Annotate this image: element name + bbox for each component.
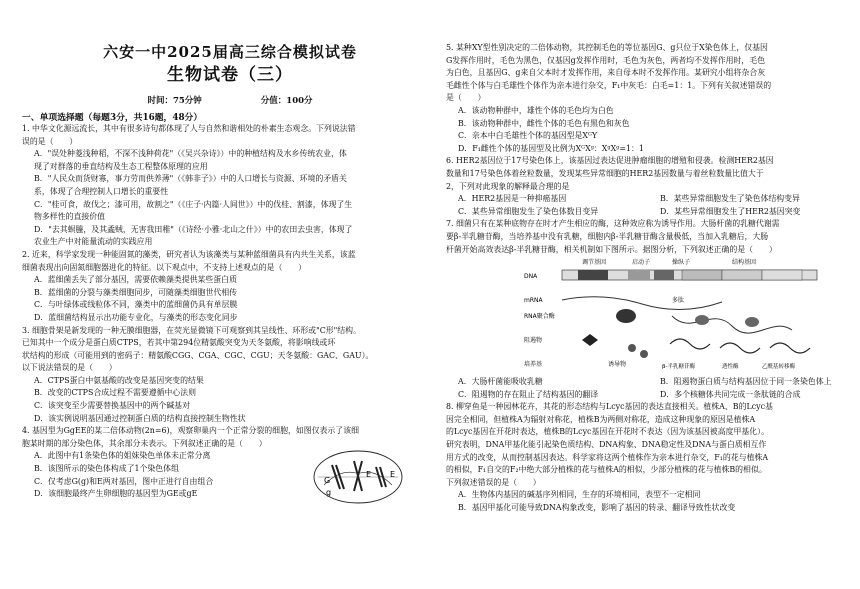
option-a: A．CTPS蛋白中氨基酸的改变是基因突变的结果	[34, 375, 204, 385]
option-c: C．"桂可食，故伐之；漆可用，故割之"（《庄子·内篇·人间世》）中的伐桂、割漆，体现了生	[34, 199, 353, 209]
option-a: A．HER2基因是一种抑癌基因	[458, 194, 567, 204]
chromosome-2	[354, 461, 362, 491]
option-d: D．该细胞最终产生卵细胞的基因型为GE或gE	[34, 489, 198, 499]
option-b: B．某些异常细胞发生了染色体结构变异	[660, 194, 800, 204]
question-stem-line: 误的是（ ）	[22, 136, 78, 146]
rna-polymerase	[616, 309, 636, 323]
enzyme-label: 透性酶	[722, 364, 739, 371]
option-b: B．基因甲基化可能导致DNA构象改变，影响了基因的转录、翻译导致性状改变	[458, 503, 736, 513]
spindle-fiber	[360, 472, 392, 485]
question-stem-line: 1. 中华文化源远流长，其中有很多诗句都体现了人与自然和谐相处的朴素生态观念。下列说法错	[22, 124, 356, 133]
option-row	[446, 193, 860, 206]
question-stem-line: 2，下列对此现象的解释最合理的是	[446, 181, 570, 191]
inducer-molecule	[640, 350, 648, 358]
option-c: C．亲本中白毛雄性个体的基因型是XᴳY	[458, 131, 598, 141]
gene-label: E	[390, 470, 396, 480]
option-d: D．多个核糖体共同完成一条肽链的合成	[660, 389, 801, 399]
promoter	[628, 270, 650, 280]
option-a: 现了对群落的垂直结构及生态工程整体原理的应用	[34, 161, 208, 171]
question-stem-line: 5. 某种XY型性别决定的二倍体动物，其控制毛色的等位基因G、g只位于X染色体上，仅基因	[446, 43, 768, 52]
operon-figure	[522, 256, 860, 376]
exam-subject-title: 生物试卷（三）	[167, 65, 293, 85]
dna-label: DNA	[524, 273, 538, 281]
option-d: D．某些异常细胞发生了HER2基因突变	[660, 206, 801, 216]
option-c: C．与叶绿体或线粒体不同，藻类中的蓝细菌仍具有单层膜	[34, 300, 238, 310]
question-stem-line: 为白色，且基因G、g来自父本时才发挥作用，来自母本时不发挥作用。某研究小组将杂合灰	[446, 68, 766, 78]
option-c: C．该突变至少需要替换基因中的两个碱基对	[34, 401, 190, 411]
question-stem-line: 已知其中一个成分是蛋白质CTPS，若其中第294位精氨酸突变为天冬氨酸，将影响线或环	[22, 338, 336, 348]
question-stem-line: 杆菌开始高效表达β-半乳糖苷酶，相关机制如下图所示。据图分析，下列叙述正确的是（ ）	[446, 244, 777, 254]
option-b: B．"人民众而货财寡，事力劳而供养薄"（《韩非子》）中的人口增长与资源、环境的矛盾关	[34, 174, 347, 184]
mrna-label: mRNA	[524, 297, 543, 305]
enzyme-label: 乙酰基转移酶	[762, 364, 796, 371]
question-stem-line: 用方式的改变，从而控制基因表达。科学家将这两个植株作为亲本进行杂交，F₁的花与植株A	[446, 452, 769, 462]
polypeptide-label: 多肽	[672, 297, 685, 305]
regulatory-gene-label: 调节基因	[582, 259, 607, 267]
promoter-label: 启动子	[632, 259, 651, 267]
question-stem-line: 数量和17号染色体着丝粒数量，发现某些异常细胞的HER2基因数量与着丝粒数量比值大于	[446, 168, 764, 178]
left-question-list	[22, 123, 438, 425]
question-stem-line: 8. 柳穿鱼是一种园林花卉，其花的形态结构与Lcyc基因的表达直接相关。植株A、B的Lcyc基	[446, 402, 773, 412]
question-stem-line: 的相似，F₁自交的F₂中绝大部分植株的花与植株A的相似，少部分植株的花与植株B的相似。	[446, 465, 767, 475]
inducer-molecule	[628, 344, 636, 352]
option-a: A．蓝细菌丢失了部分基因，需要依赖藻类提供某些蛋白质	[34, 275, 237, 285]
lac-operon-diagram	[522, 256, 822, 374]
gene-label: G	[324, 476, 331, 486]
gene-a	[762, 270, 802, 280]
question-stem-line: 6. HER2基因位于17号染色体上，该基因过表达促进肿瘤细胞的增殖和侵袭。检测HER2基因	[446, 156, 774, 166]
question-stem-line: 毛雌性个体与白毛雄性个体作为亲本进行杂交，F₁中灰毛：白毛=1：1。下列有关叙述错误的	[446, 80, 772, 90]
section-heading: 一、单项选择题（每题3分，共16题，48分）	[22, 113, 203, 123]
option-d: D．该实例说明基因通过控制蛋白质的结构直接控制生物性状	[34, 413, 246, 423]
regulatory-gene	[578, 270, 608, 280]
exam-time: 时间：75分钟	[147, 96, 202, 106]
option-c: C．某些异常细胞发生了染色体数目变异	[458, 206, 599, 216]
question-stem-line: 状结构的形成（可能用到的密码子：精氨酸CGG、CGA、CGC、CGU；天冬氨酸：GAC、GAU）。	[22, 350, 374, 360]
question-5	[446, 42, 860, 155]
option-c: C．阻遏物的存在阻止了结构基因的翻译	[458, 389, 599, 399]
medium-label: 培养基	[524, 361, 543, 369]
option-b: B．阻遏物蛋白质与结构基因位于同一条染色体上	[660, 377, 832, 387]
question-stem-line: 因完全相同，但植株A为辐射对称花，植株B为两侧对称花，造成这种现象的原因是植株A	[446, 414, 756, 424]
option-d: D．F₁雌性个体的基因型及比例为XᴳXᵍ：XᵍXᵍ=1：1	[458, 143, 644, 153]
option-b: B．该动物种群中，雌性个体的毛色有黑色和灰色	[458, 118, 630, 128]
question-stem-line: 以下说法错误的是（ ）	[22, 363, 117, 373]
ribosome	[745, 317, 759, 327]
question-stem-line: 胞某时期的部分染色体，其余部分未表示。下列叙述正确的是（ ）	[22, 438, 267, 448]
repressor-label: 阻遏物	[524, 337, 543, 345]
option-row	[446, 389, 860, 402]
option-d: 农业生产中对能量流动的实践应用	[34, 237, 153, 247]
exam-score: 分值：100分	[260, 96, 313, 106]
question-stem-line: 细菌表现出向固氮细胞器进化的特征。以下观点中，不支持上述观点的是（ ）	[22, 262, 307, 272]
exam-school-title: 六安一中2025届高三综合模拟试卷	[103, 43, 357, 61]
gene-y	[722, 270, 762, 280]
enzyme-shape	[720, 343, 760, 353]
option-a: A．该动物种群中，雄性个体的毛色均为白色	[458, 105, 614, 115]
question-stem-line: 研究表明，DNA甲基化能引起染色质结构、DNA构象、DNA稳定性及DNA与蛋白质相互作	[446, 440, 767, 450]
question-stem-line: 要β-半乳糖苷酶，当培养基中没有乳糖，细胞内β-半乳糖苷酶含量极低，当加入乳糖后，大肠	[446, 231, 769, 241]
option-a: A．"误处种菱浅种稻，不深不浅种荷花"（《吴兴杂诗》）中的种植结构及水乡传统农业，体	[34, 149, 347, 159]
option-b: B．该图所示的染色体构成了1个染色体组	[34, 464, 179, 474]
operator	[654, 270, 674, 280]
option-c: 物多样性的直接价值	[34, 212, 106, 222]
chromosome-figure	[310, 441, 406, 507]
option-d: D．"去其螟螣，及其蟊贼，无害我田稚"（《诗经·小雅·北山之什》）中的农田去虫害，体现了	[34, 224, 353, 234]
option-b: 系，体现了合理控制人口增长的重要性	[34, 186, 169, 196]
enzyme-shape	[770, 343, 810, 353]
repressor-protein	[582, 334, 598, 346]
question-4	[22, 425, 438, 501]
enzyme-label: β-半乳糖苷酶	[662, 364, 695, 371]
structural-gene-label: 结构基因	[732, 259, 757, 267]
question-stem-line: G发挥作用时，毛色为黑色，仅基因g发挥作用时，毛色为灰色，两者均不发挥作用时，毛色	[446, 55, 766, 65]
gene-label: g	[326, 488, 332, 498]
question-8	[446, 401, 860, 514]
right-column	[446, 42, 860, 515]
right-question-list	[446, 42, 860, 515]
gene-z	[682, 270, 722, 280]
question-stem-line: 4. 基因型为GgEE的某二倍体动物(2n=6)，观察卵巢内一个正常分裂的细胞，如图仅表示了该细	[22, 426, 359, 436]
question-stem-line: 7. 细菌只有在某种底物存在时才产生相应的酶，这种效应称为诱导作用。大肠杆菌的乳糖代谢需	[446, 219, 780, 229]
operator-label: 操纵子	[672, 259, 691, 267]
option-row	[446, 376, 860, 389]
mrna-transcript	[672, 316, 792, 333]
option-b: B．蓝细菌的分裂与藻类细胞同步，可随藻类细胞世代相传	[34, 287, 238, 297]
option-c: C．仅考虑G(g)和E两对基因，图中正进行自由组合	[34, 476, 214, 486]
mrna-strand	[562, 297, 722, 310]
inducer-label: 诱导物	[608, 361, 627, 369]
option-d: D．蓝细菌结构显示出功能专业化，与藻类的形态变化同步	[34, 312, 238, 322]
question-stem-line: 的Lcyc基因在开花时表达，植株B的Lcyc基因在开花时不表达（因为该基因被高度甲基化）。	[446, 427, 769, 437]
option-row	[446, 206, 860, 219]
question-2	[22, 249, 438, 325]
gene-label: E	[366, 470, 372, 480]
question-7	[446, 218, 860, 401]
question-stem-line: 2. 近来，科学家发现一种能固氮的藻类，研究者认为该藻类与某种蓝细菌具有内共生关系，该蓝	[22, 249, 356, 259]
question-stem-line: 3. 细胞骨架是新发现的一种无膜细胞器，在荧光显微镜下可观察到其呈线性、环形或"C形"结构。	[22, 325, 361, 335]
option-a: A．生物体内基因的碱基序列相同，生存的环境相同，表型不一定相同	[458, 490, 701, 500]
polymerase-label: RNA聚合酶	[524, 313, 555, 321]
option-a: A．大肠杆菌能吸收乳糖	[458, 377, 543, 387]
question-stem-line: 下列叙述错误的是（ ）	[446, 477, 541, 487]
exam-meta	[22, 94, 438, 106]
question-3	[22, 325, 438, 426]
question-1	[22, 123, 438, 249]
question-stem-line: 是（ ）	[446, 93, 486, 103]
ribosome	[695, 315, 709, 325]
option-a: A．此图中有1条染色体的姐妹染色单体未正常分离	[34, 451, 211, 461]
left-column	[22, 0, 438, 501]
option-b: B．改变的CTPS合成过程不需要遵循中心法则	[34, 388, 196, 398]
enzyme-shape	[670, 339, 710, 349]
question-6	[446, 155, 860, 218]
